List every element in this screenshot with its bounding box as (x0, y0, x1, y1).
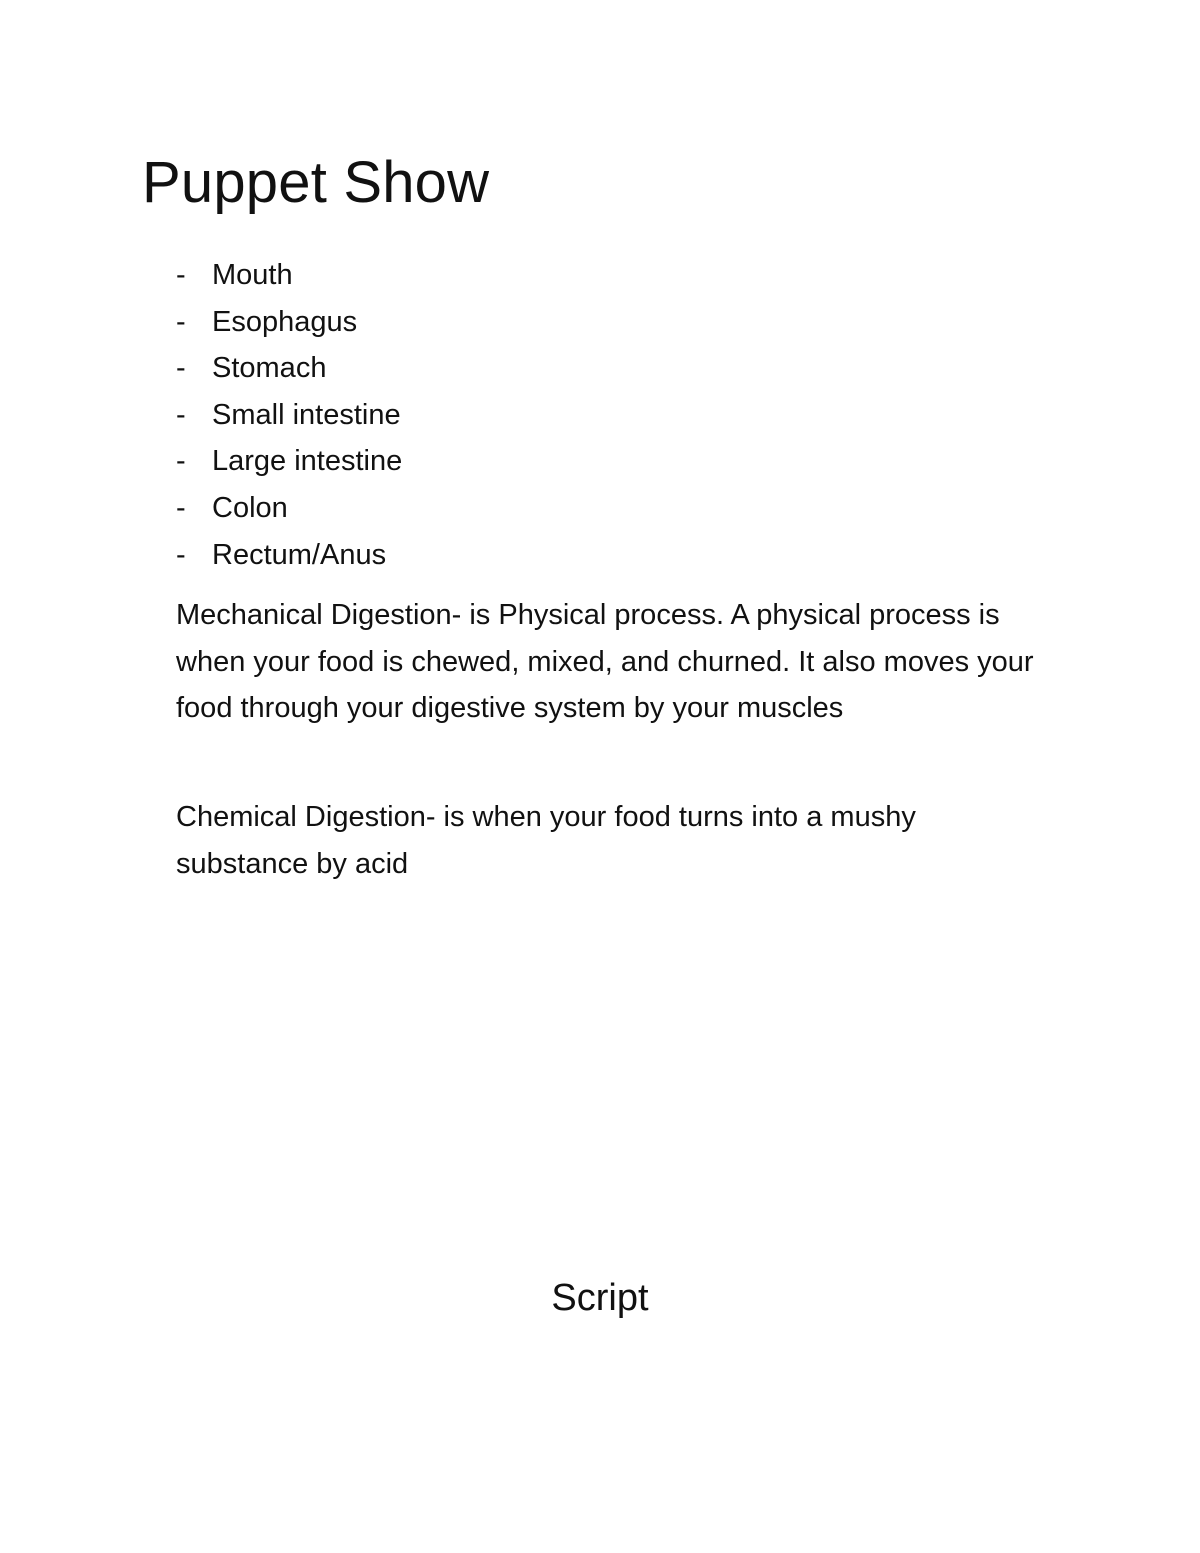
list-dash: - (176, 305, 186, 338)
list-item (176, 485, 402, 532)
list-item (176, 438, 402, 485)
list-item-label: Rectum/Anus (212, 538, 387, 571)
list-dash: - (176, 491, 186, 524)
list-item-label: Large intestine (212, 445, 403, 478)
list-dash: - (176, 259, 186, 291)
list-item (176, 299, 402, 346)
list-item-label: Colon (212, 491, 288, 524)
list-item-label: Stomach (212, 352, 327, 385)
list-item-label: Small intestine (212, 398, 401, 431)
list-item (176, 392, 402, 439)
script-heading: Script (551, 1277, 649, 1319)
list-item (176, 345, 402, 392)
list-dash: - (176, 398, 186, 431)
list-item (176, 252, 402, 299)
list-dash: - (176, 538, 186, 571)
list-item-label: Mouth (212, 259, 293, 291)
list-dash: - (176, 352, 186, 385)
chemical-digestion-paragraph: Chemical Digestion- is when your food turns into a mushy substance by acid (176, 801, 916, 880)
list-dash: - (176, 445, 186, 478)
list-item-label: Esophagus (212, 305, 358, 338)
organ-list (176, 252, 402, 578)
list-item (176, 532, 402, 579)
mechanical-digestion-paragraph: Mechanical Digestion- is Physical process. A physical process is when your food is chewed, mixed, and churned. It also moves your food through your digestive system by your muscles (176, 599, 1034, 724)
page-title: Puppet Show (142, 150, 490, 215)
